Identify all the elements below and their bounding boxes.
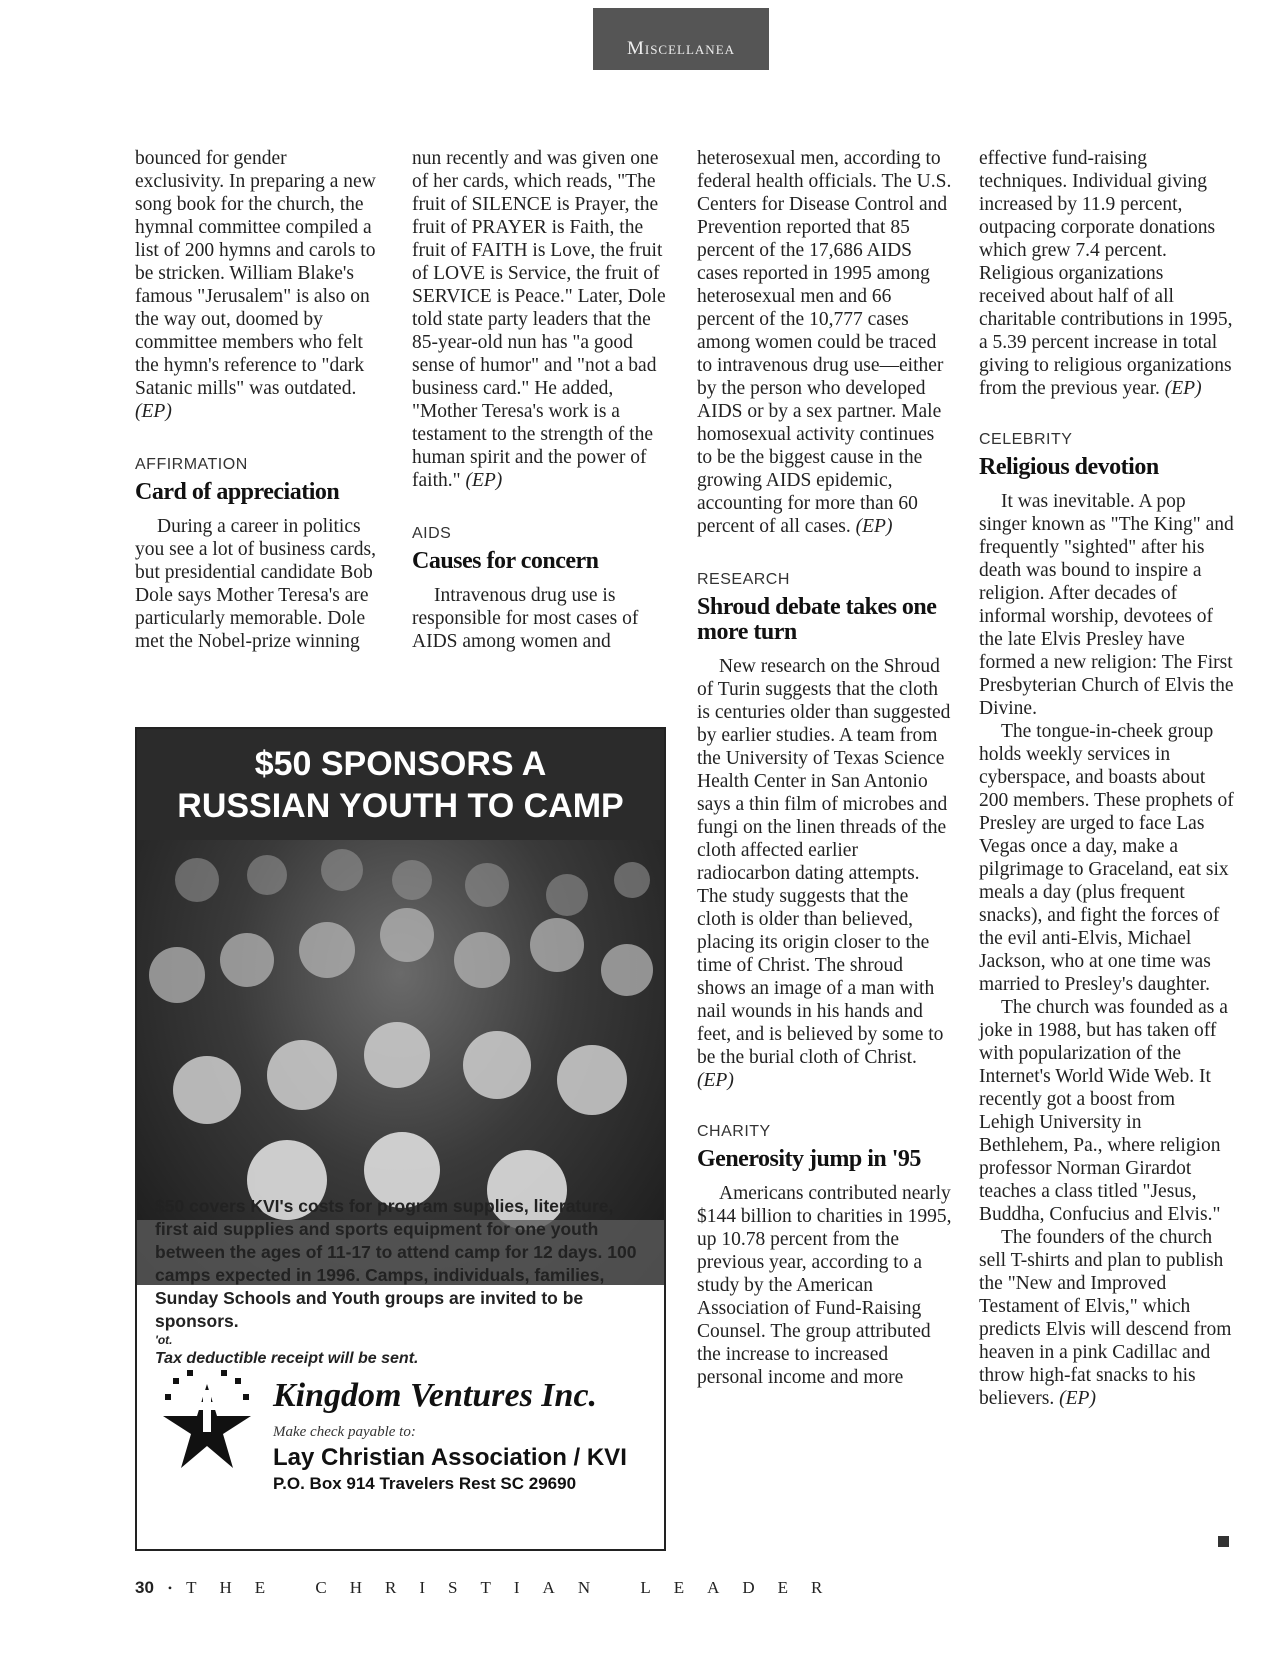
star-cross-logo-icon <box>159 1364 255 1474</box>
publication-name: THE CHRISTIAN LEADER <box>186 1578 846 1597</box>
article-text: The church was founded as a joke in 1988, but has taken off with popularization of the Internet's World Wide Web. It recently got a boost from Lehigh University in Bethlehem, Pa., where religion professor Norman Girardot teaches a class titled "Jesus, Buddha, Confucius and Elvis." <box>979 997 1228 1225</box>
column-1 <box>135 147 380 653</box>
article-text: The founders of the church sell T-shirts and plan to publish the "New and Improved Testament of Elvis," which predicts Elvis will descend from heaven in a pink Cadillac and throw high-fat snacks to his believers. (EP) <box>979 1227 1232 1409</box>
section-title: Miscellanea <box>626 38 736 59</box>
ad-banner <box>137 729 664 840</box>
article-text: New research on the Shroud of Turin suggests that the cloth is centuries older than suggested by earlier studies. A team from the University of Texas Science Health Center in San Antonio says a thin film of microbes and fungi on the linen threads of the cloth affected earlier radiocarbon dating attempts. The study suggests that the cloth is older than believed, placing its origin closer to the time of Christ. The shroud shows an image of a man with nail wounds in his hands and feet, and is believed by some to be the burial cloth of Christ. (EP) <box>697 656 951 1091</box>
article-headline: Religious devotion <box>979 454 1159 480</box>
article-headline: Causes for concern <box>412 548 599 574</box>
article-headline: Shroud debate takes one more turn <box>697 594 937 645</box>
ad-company-name: Kingdom Ventures Inc. <box>273 1377 598 1414</box>
page-footer <box>135 1578 845 1598</box>
ad-payable-label: Make check payable to: <box>273 1424 416 1440</box>
article-credit: (EP) <box>855 516 893 537</box>
advertisement <box>135 727 666 1551</box>
column-2 <box>412 147 670 653</box>
ad-tax-note: Tax deductible receipt will be sent. <box>155 1350 419 1367</box>
ad-stamp-text: 'ot. <box>155 1333 173 1347</box>
footer-separator: • <box>167 1580 173 1595</box>
article-headline: Card of appreciation <box>135 479 340 505</box>
article-credit: (EP) <box>465 470 503 491</box>
article-kicker: AFFIRMATION <box>135 456 248 473</box>
article-text: nun recently and was given one of her cards, which reads, "The fruit of SILENCE is Prayer, the fruit of PRAYER is Faith, the fruit of FAITH is Love, the fruit of LOVE is Service, the fruit of SERVICE is Peace." Later, Dole told state party leaders that the 85-year-old nun has "a good sense of humor" and "not a bad business card." He added, "Mother Teresa's work is a testament to the strength of the human spirit and the power of faith." (EP) <box>412 148 666 491</box>
article-kicker: CHARITY <box>697 1123 771 1140</box>
article-headline: Generosity jump in '95 <box>697 1146 921 1172</box>
ad-body-text: $50 covers KVI's costs for program supplies, literature, first aid supplies and sports equipment for one youth between the ages of 11-17 to attend camp for 12 days. 100 camps expected in 1996. Camps, individuals, families, Sunday Schools and Youth groups are invited to be sponsors. <box>155 1196 637 1331</box>
end-mark <box>1218 1536 1229 1547</box>
article-text: During a career in politics you see a lot of business cards, but presidential candidate Bob Dole says Mother Teresa's are particularly memorable. Dole met the Nobel-prize winning <box>135 516 376 652</box>
ad-address: P.O. Box 914 Travelers Rest SC 29690 <box>273 1474 577 1493</box>
article-text: bounced for gender exclusivity. In preparing a new song book for the church, the hymnal committee compiled a list of 200 hymns and carols to be stricken. William Blake's famous "Jerusalem" is also on the way out, doomed by committee members who felt the hymn's reference to "dark Satanic mills" was outdated. (EP) <box>135 148 376 422</box>
page-number: 30 <box>135 1578 154 1597</box>
ad-organization: Lay Christian Association / KVI <box>273 1444 627 1471</box>
article-credit: (EP) <box>1164 378 1202 399</box>
article-kicker: AIDS <box>412 525 452 542</box>
article-credit: (EP) <box>1059 1388 1096 1409</box>
section-header <box>593 8 769 70</box>
article-text: Americans contributed nearly $144 billion to charities in 1995, up 10.78 percent from the previous year, according to a study by the American Association of Fund-Raising Counsel. The group attributed the increase to increased personal income and more <box>697 1183 952 1388</box>
column-3 <box>697 147 952 1389</box>
ad-body <box>155 1195 645 1370</box>
article-kicker: CELEBRITY <box>979 431 1073 448</box>
ad-banner-line: RUSSIAN YOUTH TO CAMP <box>177 787 624 825</box>
article-credit: (EP) <box>697 1070 734 1091</box>
article-text: heterosexual men, according to federal health officials. The U.S. Centers for Disease Control and Prevention reported that 85 percent of the 17,686 AIDS cases reported in 1995 among heterosexual men and 66 percent of the 10,777 cases among women could be traced to intravenous drug use—either by the person who developed AIDS or by a sex partner. Male homosexual activity continues to be the biggest cause in the growing AIDS epidemic, accounting for more than 60 percent of all cases. (EP) <box>697 148 952 537</box>
article-kicker: RESEARCH <box>697 571 790 588</box>
article-text: effective fund-raising techniques. Individual giving increased by 11.9 percent, outpacing corporate donations which grew 7.4 percent. Religious organizations received about half of all charitable contributions in 1995, a 5.39 percent increase in total giving to religious organizations from the previous year. (EP) <box>979 148 1233 399</box>
article-text: Intravenous drug use is responsible for most cases of AIDS among women and <box>412 585 639 652</box>
article-credit: (EP) <box>135 401 172 422</box>
article-text: It was inevitable. A pop singer known as "The King" and frequently "sighted" after his death was bound to inspire a religion. After decades of informal worship, devotees of the late Elvis Presley have formed a new religion: The First Presbyterian Church of Elvis the Divine. <box>979 491 1234 719</box>
article-text: The tongue-in-cheek group holds weekly services in cyberspace, and boasts about 200 members. These prophets of Presley are urged to face Las Vegas once a day, make a pilgrimage to Graceland, eat six meals a day (plus frequent snacks), and fight the forces of the evil anti-Elvis, Michael Jackson, who at one time was married to Presley's daughter. <box>979 721 1234 995</box>
column-4 <box>979 147 1234 1410</box>
ad-banner-line: $50 SPONSORS A <box>254 745 547 783</box>
